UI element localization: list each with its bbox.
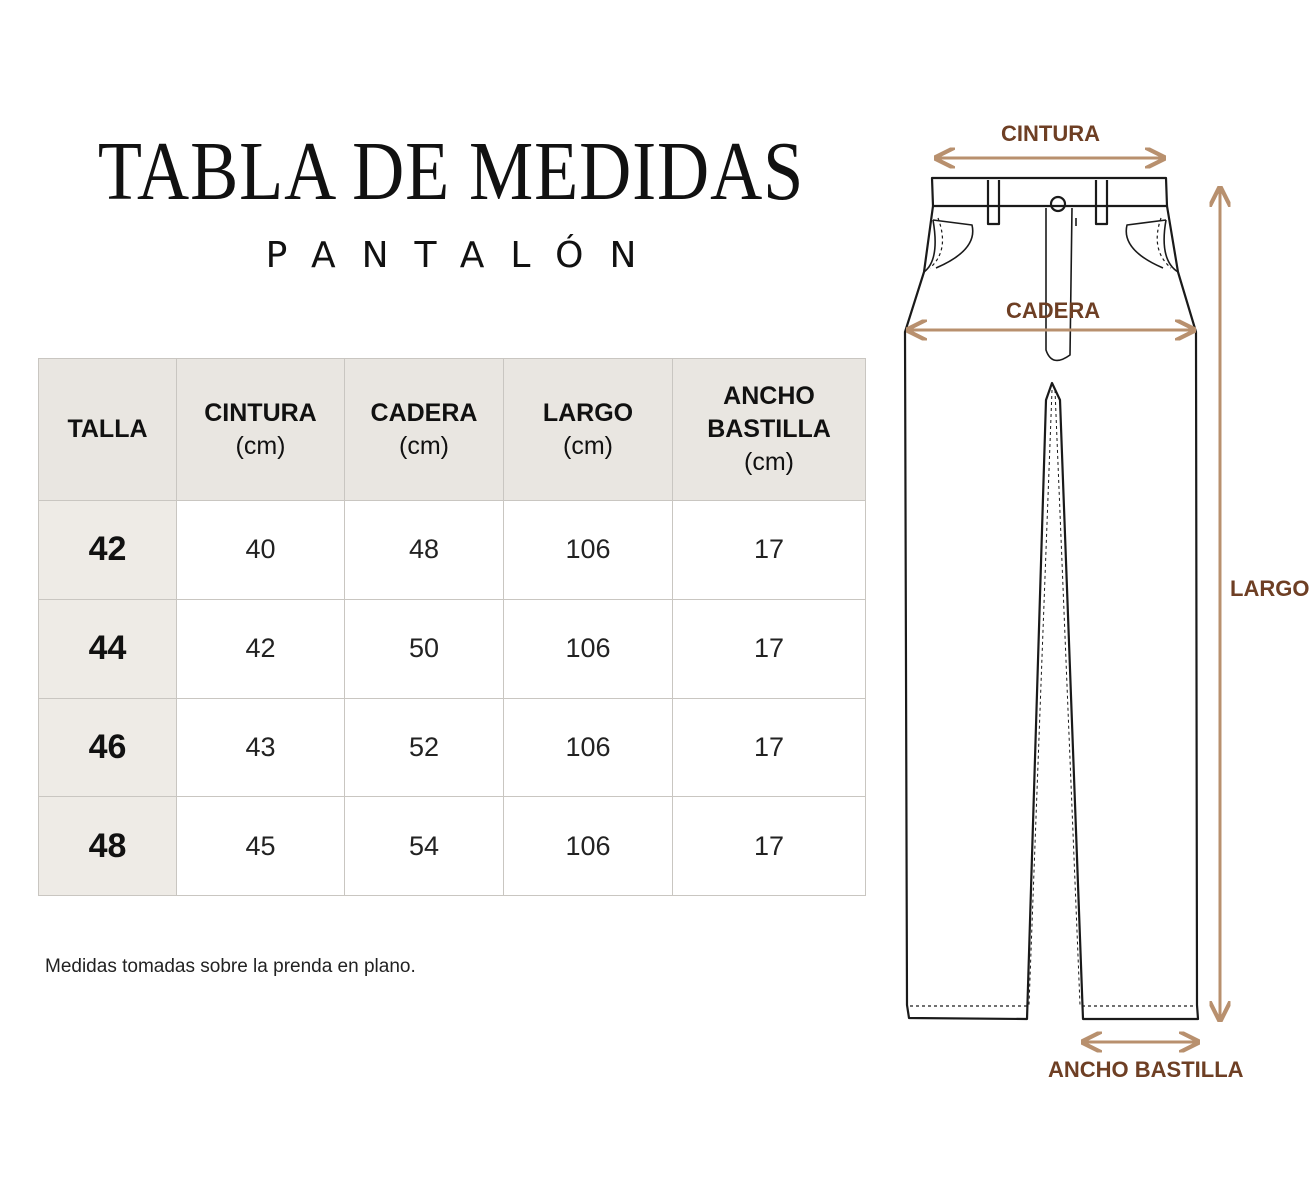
header-unit: (cm) bbox=[235, 431, 286, 460]
ancho-value: 17 bbox=[673, 501, 866, 600]
table-row bbox=[39, 698, 866, 797]
cintura-value: 42 bbox=[177, 599, 345, 698]
table-row bbox=[39, 797, 866, 896]
table-row bbox=[39, 599, 866, 698]
size-value: 46 bbox=[39, 698, 177, 797]
table-header-row bbox=[39, 359, 866, 501]
header-ancho-bastilla: ANCHO BASTILLA (cm) bbox=[673, 359, 866, 501]
header-cintura: CINTURA (cm) bbox=[177, 359, 345, 501]
size-value: 44 bbox=[39, 599, 177, 698]
cintura-value: 45 bbox=[177, 797, 345, 896]
ancho-value: 17 bbox=[673, 797, 866, 896]
largo-value: 106 bbox=[504, 698, 673, 797]
largo-value: 106 bbox=[504, 599, 673, 698]
page-title: TABLA DE MEDIDAS bbox=[97, 125, 805, 218]
size-value: 48 bbox=[39, 797, 177, 896]
largo-value: 106 bbox=[504, 797, 673, 896]
label-cintura: CINTURA bbox=[1001, 121, 1100, 146]
header-largo: LARGO (cm) bbox=[504, 359, 673, 501]
header-cadera: CADERA (cm) bbox=[345, 359, 504, 501]
cadera-value: 48 bbox=[345, 501, 504, 600]
table-row bbox=[39, 501, 866, 600]
ancho-value: 17 bbox=[673, 698, 866, 797]
largo-value: 106 bbox=[504, 501, 673, 600]
label-largo: LARGO bbox=[1230, 576, 1310, 601]
cadera-value: 52 bbox=[345, 698, 504, 797]
header-talla: TALLA bbox=[39, 359, 177, 501]
header-unit: (cm) bbox=[563, 431, 613, 460]
header-unit: (cm) bbox=[399, 431, 449, 460]
label-ancho-bastilla: ANCHO BASTILLA bbox=[1048, 1057, 1244, 1082]
header-unit: (cm) bbox=[744, 448, 794, 476]
size-table bbox=[38, 358, 866, 896]
cintura-value: 40 bbox=[177, 501, 345, 600]
pants-diagram bbox=[880, 100, 1310, 1100]
size-value: 42 bbox=[39, 501, 177, 600]
cadera-value: 54 bbox=[345, 797, 504, 896]
cadera-value: 50 bbox=[345, 599, 504, 698]
cintura-value: 43 bbox=[177, 698, 345, 797]
ancho-value: 17 bbox=[673, 599, 866, 698]
footnote: Medidas tomadas sobre la prenda en plano. bbox=[45, 956, 416, 977]
page-subtitle: PANTALÓN bbox=[265, 235, 663, 276]
label-cadera: CADERA bbox=[1006, 298, 1101, 323]
